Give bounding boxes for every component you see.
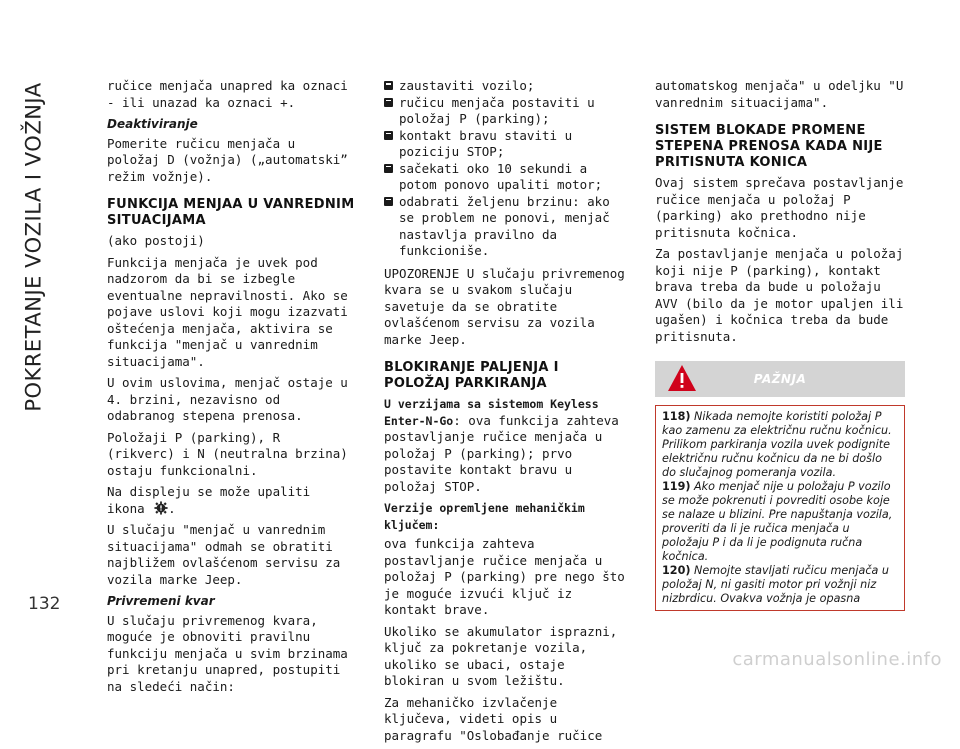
paragraph: Za postavljanje menjača u položaj koji nije P (parking), kontakt brava treba da bude u položaju AVV (bilo da je motor upaljen ili ugašen) i kočnica treba da bude pritisnuta. bbox=[655, 246, 904, 344]
section-heading-ignition-lock: BLOKIRANJE PALJENJA I POLOŽAJ PARKIRANJA bbox=[384, 360, 559, 391]
list-item bbox=[384, 95, 628, 128]
paragraph: U ovim uslovima, menjač ostaje u 4. brzini, nezavisno od odabranog stepena prenosa. bbox=[107, 375, 348, 423]
list-item-text: ručicu menjača postaviti u položaj P (parking); bbox=[399, 94, 595, 126]
paragraph-text: Na displeju se može upaliti ikona bbox=[107, 484, 311, 516]
paragraph: Funkcija menjača je uvek pod nadzorom da bi se izbegle eventualne nepravilnosti. Ako se pojave uslovi koji mogu izazvati oštećenja menjača, aktivira se funkcija "menjač u vanrednim situacijama". bbox=[107, 254, 348, 369]
warning-text: Nikada nemojte koristiti položaj P kao zamenu za električnu ručnu kočnicu. Prilikom parkiranja vozila uvek podignite električnu ručnu kočnicu da ne bi došlo do slučajnog pomeranja vozila. bbox=[662, 410, 892, 479]
checkbox-bullet-icon bbox=[384, 131, 393, 140]
paragraph-with-icon bbox=[107, 484, 355, 517]
paragraph-keyless bbox=[384, 396, 628, 495]
column-1 bbox=[107, 78, 355, 700]
paragraph-text-end: . bbox=[168, 500, 176, 516]
warning-box bbox=[655, 405, 905, 611]
paragraph: ova funkcija zahteva postavljanje ručice menjača u položaj P (parking) pre nego što je moguće izvući ključ iz kontakt brave. bbox=[384, 536, 625, 617]
warning-text: Nemojte stavljati ručicu menjača u položaj N, ni gasiti motor pri vožnji niz nizbrdicu. Ovakva vožnja je opasna bbox=[662, 564, 890, 605]
list-item-text: zaustaviti vozilo; bbox=[399, 78, 535, 93]
paragraph: Položaji P (parking), R (rikverc) i N (neutralna brzina) ostaju funkcionalni. bbox=[107, 429, 348, 478]
paragraph: Ukoliko se akumulator isprazni, ključ za pokretanje vozila, ukoliko se ubaci, ostaje blokiran u svom ležištu. bbox=[384, 623, 618, 688]
warning-number: 119) bbox=[662, 480, 691, 493]
checkbox-bullet-icon bbox=[384, 81, 393, 90]
list-item-text: odabrati željenu brzinu: ako se problem ne ponovi, menjač nastavlja pravilno da funkcioniše. bbox=[399, 193, 610, 258]
bold-lead: U verzijama sa sistemom Keyless Enter-N-Go bbox=[384, 397, 599, 428]
section-heading-brake-shift-interlock: SISTEM BLOKADE PROMENE STEPENA PRENOSA KADA NIJE PRITISNUTA KONICA bbox=[655, 123, 883, 170]
list-item bbox=[384, 194, 628, 260]
list-item bbox=[384, 78, 628, 95]
warning-text: Ako menjač nije u položaju P vozilo se može pokrenuti i povrediti osobe koje se nalaze u blizini. Pre napuštanja vozila, proveriti da li je ručica menjača u položaju P i da li je podignuta ručna kočnica. bbox=[662, 480, 893, 563]
warning-number: 120) bbox=[662, 564, 691, 577]
watermark: carmanualsonline.info bbox=[732, 649, 942, 670]
paragraph: Ovaj sistem sprečava postavljanje ručice menjača u položaj P (parking) ako prethodno nije pritisnuta kočnica. bbox=[655, 175, 904, 240]
paragraph: U slučaju privremenog kvara, moguće je obnoviti pravilnu funkciju menjača u svim brzinama pri kretanju unapred, postupiti na sledeći način: bbox=[107, 612, 348, 694]
warning-item bbox=[662, 480, 898, 564]
checkbox-bullet-icon bbox=[384, 98, 393, 107]
paragraph: automatskog menjača" u odeljku "U vanrednim situacijama". bbox=[655, 78, 904, 110]
paragraph: ručice menjača unapred ka oznaci - ili unazad ka oznaci +. bbox=[107, 78, 348, 110]
paragraph-text: : ova funkcija zahteva postavljanje ručice menjača u položaj P (parking); prvo postavite kontakt bravu u položaj STOP. bbox=[384, 412, 619, 494]
list-item bbox=[384, 161, 628, 194]
paragraph: Za mehaničko izvlačenje ključeva, videti opis u paragrafu "Oslobađanje ručice bbox=[384, 694, 603, 743]
checkbox-bullet-icon bbox=[384, 164, 393, 173]
warning-item bbox=[662, 410, 898, 480]
gear-warning-icon bbox=[154, 501, 168, 515]
column-3 bbox=[655, 78, 905, 611]
chapter-side-title bbox=[14, 82, 54, 412]
subheading-temporary-fault: Privremeni kvar bbox=[107, 594, 215, 608]
paragraph: (ako postoji) bbox=[107, 233, 205, 248]
chapter-title-text: POKRETANJE VOZILA I VOŽNJA bbox=[22, 82, 46, 412]
warning-header bbox=[655, 361, 905, 397]
warning-title: PAŽNJA bbox=[753, 371, 807, 386]
list-item-text: kontakt bravu staviti u poziciju STOP; bbox=[399, 127, 573, 159]
list-item bbox=[384, 128, 628, 161]
bold-lead: Verzije opremljene mehaničkim ključem: bbox=[384, 501, 585, 532]
warning-item bbox=[662, 564, 898, 606]
column-2 bbox=[384, 78, 628, 749]
section-heading-emergency-function: FUNKCIJA MENJAA U VANREDNIM SITUACIJAMA bbox=[107, 197, 355, 228]
paragraph: Pomerite ručicu menjača u položaj D (vožnja) („automatski” režim vožnje). bbox=[107, 135, 348, 184]
subheading-deactivation: Deaktiviranje bbox=[107, 117, 198, 131]
checkbox-bullet-icon bbox=[384, 197, 393, 206]
paragraph: UPOZORENJE U slučaju privremenog kvara se u svakom slučaju savetuje da se obratite ovlašćenom servisu za vozila marke Jeep. bbox=[384, 265, 625, 347]
list-item-text: sačekati oko 10 sekundi a potom ponovo upaliti motor; bbox=[399, 160, 603, 192]
warning-number: 118) bbox=[662, 410, 691, 423]
page-number: 132 bbox=[28, 594, 61, 614]
warning-triangle-icon bbox=[667, 363, 697, 393]
paragraph: U slučaju "menjač u vanrednim situacijama" odmah se obratiti najbližem ovlašćenom servisu za vozila marke Jeep. bbox=[107, 522, 341, 587]
